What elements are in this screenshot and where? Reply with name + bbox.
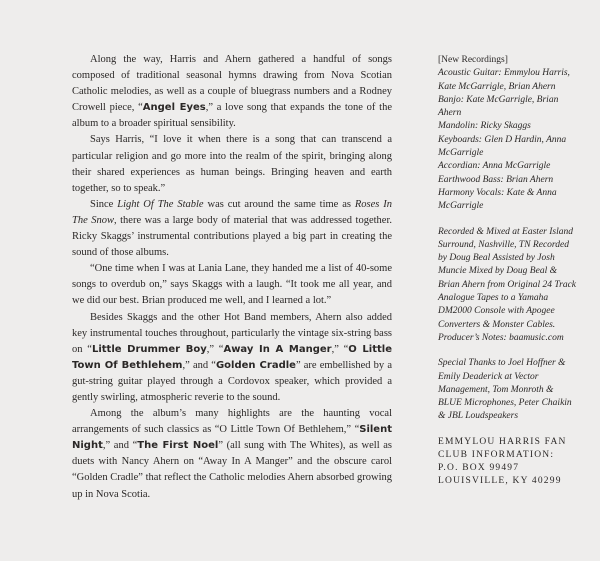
text-span: Since [90, 198, 118, 210]
credit-line: Acoustic Guitar: Emmylou Harris, Kate McGarrigle, Brian Ahern [438, 68, 570, 92]
credit-line: Harmony Vocals: Kate & Anna McGarrigle [438, 187, 557, 212]
text-span: was cut around the same time as [203, 198, 355, 210]
text-span: ,” and “ [102, 440, 138, 452]
song-title: O Little Town Of Bethlehem [72, 343, 393, 371]
song-title: Angel Eyes [142, 102, 206, 114]
credit-line: Keyboards: Glen D Hardin, Anna McGarrigle [438, 134, 567, 159]
credits-heading: [New Recordings] [438, 55, 508, 65]
text-span: Along the way, Harris and Ahern gathered a handful of songs composed of traditional seasonal hymns drawing from Nova Scotian Catholic melodies, as well as a couple of bluegrass numbers and a Rodney Crowell piece, “ [72, 54, 392, 114]
album-title: Light Of The Stable [117, 198, 204, 210]
text-span: ,” “ [206, 343, 224, 355]
album-title: Roses In The Snow [72, 198, 393, 226]
credit-line: Accordian: Anna McGarrigle [438, 161, 551, 172]
credit-line: Mandolin: Ricky Skaggs [438, 121, 531, 132]
main-text-column [72, 52, 392, 503]
song-title: Silent Night [72, 424, 392, 452]
paragraph-3 [72, 197, 392, 261]
recording-notes: Recorded & Mixed at Easter Island Surround, Nashville, TN Recorded by Doug Beal Assisted by Josh Muncie Mixed by Doug Beal & Brian Ahern from Original 24 Track Analogue Tapes to a Yamaha DM2000 Console with Apogee Converters & Monster Cables. Producer’s Notes: baamusic.com [438, 226, 577, 343]
fan-club-info [438, 436, 578, 488]
credit-line: Banjo: Kate McGarrigle, Brian Ahern [438, 94, 559, 119]
credit-line: Earthwood Bass: Brian Ahern [438, 174, 554, 185]
text-span: , there was a large body of material that was addressed together. Ricky Skaggs’ instrumental contributions played a big part in creating the sound of those albums. [72, 214, 392, 259]
text-span: Besides Skaggs and the other Hot Band members, Ahern also added key instrumental touches throughout, particularly the vintage six-string bass on “ [72, 311, 392, 355]
fan-club-line: CLUB INFORMATION: [438, 449, 555, 460]
song-title: Away In A Manger [223, 343, 332, 355]
paragraph-6 [72, 406, 392, 503]
text-span: Among the album’s many highlights are the haunting vocal arrangements of such classics as “O Little Town Of Bethlehem,” “ [72, 408, 392, 436]
fan-club-line: P.O. BOX 99497 [438, 462, 520, 473]
paragraph-5 [72, 310, 392, 407]
text-span: ” are embellished by a gut-string guitar played through a Cordovox speaker, which provided a gently swirling, atmospheric reverie to the sound. [72, 359, 393, 403]
song-title: The First Noel [137, 440, 219, 452]
text-span: ” (all sung with The Whites), as well as duets with Nancy Ahern on “Away In A Manger” and the obscure carol “Golden Cradle” that reflect the Catholic melodies Ahern absorbed growing up in Nova Scotia. [72, 440, 392, 500]
paragraph-4: “One time when I was at Lania Lane, they handed me a list of 40-some songs to overdub on,” says Skaggs with a laugh. “It took me all year, and we did our best. Brian produced me well, and I learned a lot.” [72, 263, 392, 307]
credits-column [438, 54, 578, 488]
fan-club-line: LOUISVILLE, KY 40299 [438, 475, 562, 486]
fan-club-line: EMMYLOU HARRIS FAN [438, 436, 567, 447]
song-title: Golden Cradle [215, 359, 296, 371]
text-span: ,” a love song that expands the tone of the album to a broader spiritual sensibility. [72, 102, 393, 130]
song-title: Little Drummer Boy [91, 343, 207, 355]
paragraph-1 [72, 52, 392, 132]
special-thanks: Special Thanks to Joel Hoffner & Emily Deaderick at Vector Management, Tom Monroth & BLUE Microphones, Peter Chaikin & JBL Loudspeakers [438, 358, 572, 422]
text-span: ,” and “ [182, 359, 216, 371]
text-span: ,” “ [331, 343, 349, 355]
paragraph-2: Says Harris, “I love it when there is a song that can transcend a particular religion and go more into the realm of the spirit, bringing along their shared experiences as human beings. Bringing heaven and earth together, so to speak.” [72, 134, 392, 194]
